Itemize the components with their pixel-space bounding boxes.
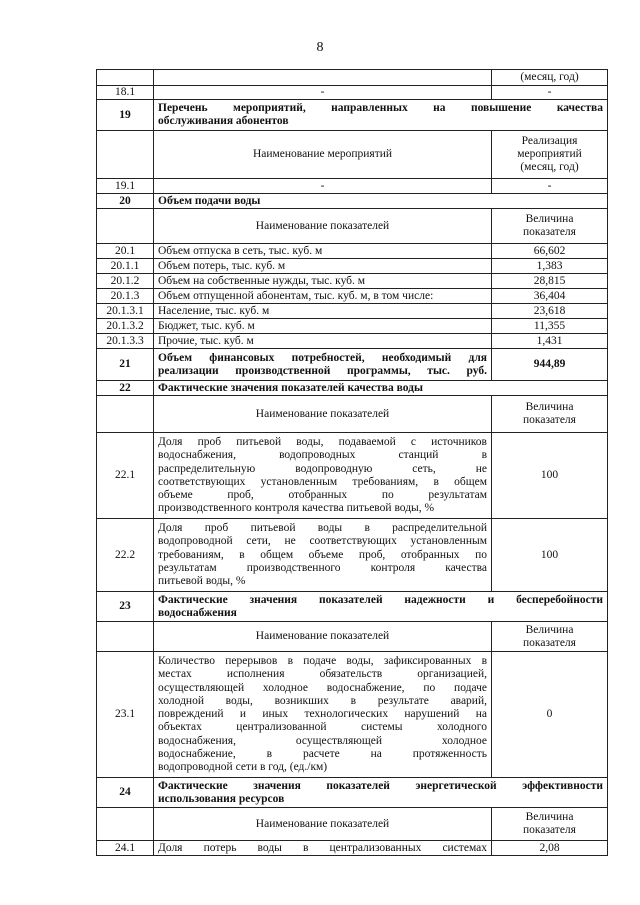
text-line: Доля проб питьевой воды, подаваемой с источников (158, 435, 487, 448)
section-title (154, 349, 492, 381)
header-value-line: показателя (523, 636, 576, 649)
header-row (97, 396, 608, 433)
row-number-cell: 18.1 (97, 86, 154, 100)
header-value-line: Величина (525, 811, 574, 823)
row-name-cell (154, 70, 492, 86)
section-title (154, 592, 608, 622)
header-value-line: Величина (525, 213, 574, 225)
header-value-line: показателя (523, 824, 576, 837)
table-row (97, 433, 608, 519)
row-value-cell: 28,815 (492, 274, 608, 289)
text-line: производственного контроля качества питьевой воды, % (158, 502, 435, 515)
row-number-cell: 20.1.3 (97, 289, 154, 304)
production-program-table (96, 69, 608, 856)
table-row (97, 179, 608, 194)
header-row (97, 622, 608, 652)
row-name-cell: Прочие, тыс. куб. м (154, 334, 492, 349)
header-name-cell: Наименование показателей (154, 396, 492, 433)
row-name-cell: Объем на собственные нужды, тыс. куб. м (154, 274, 492, 289)
table-row (97, 841, 608, 856)
text-line: питьевой воды, % (158, 575, 246, 588)
section-title-line: Перечень мероприятий, направленных на повышение качества (158, 102, 603, 114)
text-line: объектах централизованной системы холодного (158, 721, 487, 734)
header-value-cell (492, 209, 608, 244)
header-value-line: (месяц, год) (520, 161, 579, 174)
row-number-cell: 20.1.3.1 (97, 304, 154, 319)
header-value-cell (492, 808, 608, 841)
header-value-line: Реализация (521, 134, 578, 147)
row-value-cell: - (492, 179, 608, 194)
header-number-cell (97, 808, 154, 841)
row-name-cell (154, 519, 492, 592)
header-value-cell (492, 131, 608, 179)
section-number: 24 (97, 778, 154, 808)
row-number-cell: 24.1 (97, 841, 154, 856)
section-title (154, 778, 608, 808)
text-line: Количество перерывов в подаче воды, зафиксированных в (158, 654, 487, 667)
section-title-line: использования ресурсов (158, 792, 285, 805)
header-name-cell: Наименование показателей (154, 209, 492, 244)
header-number-cell (97, 622, 154, 652)
row-number-cell: 22.2 (97, 519, 154, 592)
header-value-line: показателя (523, 226, 576, 239)
row-name-cell: Объем потерь, тыс. куб. м (154, 259, 492, 274)
row-number-cell: 20.1.3.3 (97, 334, 154, 349)
header-number-cell (97, 396, 154, 433)
row-value-cell: (месяц, год) (492, 70, 608, 86)
header-value-cell (492, 396, 608, 433)
header-value-cell (492, 622, 608, 652)
section-row (97, 100, 608, 131)
text-line: Доля проб питьевой воды в распределительной (158, 522, 487, 535)
section-row (97, 349, 608, 381)
section-number: 22 (97, 381, 154, 396)
section-title-line: Фактические значения показателей надежности и бесперебойности (158, 593, 603, 606)
row-value-cell: 100 (492, 519, 608, 592)
table-row (97, 244, 608, 259)
row-value-cell: 1,431 (492, 334, 608, 349)
section-number: 21 (97, 349, 154, 381)
text-line: требованиям, в общем объеме проб, отобранных по (158, 548, 487, 561)
row-value-cell: 36,404 (492, 289, 608, 304)
text-line: водоснабжения, осуществляющей холодное (158, 734, 487, 747)
text-line: осуществляющей холодное водоснабжение, по подаче (158, 681, 487, 694)
section-number: 23 (97, 592, 154, 622)
row-value-cell: 0 (492, 652, 608, 778)
section-row (97, 778, 608, 808)
row-number-cell: 19.1 (97, 179, 154, 194)
text-line: местах исполнения обязательств организацией, (158, 668, 487, 681)
row-number-cell: 20.1.2 (97, 274, 154, 289)
header-value-line: Величина (525, 401, 574, 413)
header-number-cell (97, 131, 154, 179)
section-title-line: Фактические значения показателей энергетической эффективности (158, 779, 603, 792)
section-title-line: Объем финансовых потребностей, необходимый для (158, 351, 487, 364)
section-row (97, 194, 608, 209)
row-name-cell (154, 652, 492, 778)
row-name-cell: Бюджет, тыс. куб. м (154, 319, 492, 334)
table-row (97, 259, 608, 274)
header-name-cell: Наименование показателей (154, 808, 492, 841)
page-number: 8 (316, 40, 324, 55)
header-name-cell: Наименование показателей (154, 622, 492, 652)
text-line: водоснабжения, водопроводных станций в (158, 449, 487, 462)
header-row (97, 209, 608, 244)
header-name-cell: Наименование мероприятий (154, 131, 492, 179)
row-value-cell: 100 (492, 433, 608, 519)
row-name-cell: - (154, 86, 492, 100)
row-number-cell: 20.1 (97, 244, 154, 259)
row-value-cell: - (492, 86, 608, 100)
header-value-line: мероприятий (517, 148, 582, 161)
section-title: Фактические значения показателей качества воды (154, 381, 608, 396)
row-value-cell: 23,618 (492, 304, 608, 319)
row-number-cell: 23.1 (97, 652, 154, 778)
row-number-cell: 22.1 (97, 433, 154, 519)
row-value-cell: 944,89 (492, 349, 608, 381)
section-row (97, 381, 608, 396)
row-name-cell: - (154, 179, 492, 194)
table-row (97, 289, 608, 304)
row-number-cell: 20.1.3.2 (97, 319, 154, 334)
section-title-line: водоснабжения (158, 606, 237, 619)
section-title-line: реализации производственной программы, тыс. руб. (158, 364, 487, 377)
text-line: Доля потерь воды в централизованных системах (158, 841, 487, 854)
row-number-cell: 20.1.1 (97, 259, 154, 274)
text-line: объеме проб, отобранных по результатам (158, 489, 487, 502)
section-number: 20 (97, 194, 154, 209)
row-value-cell: 1,383 (492, 259, 608, 274)
header-number-cell (97, 209, 154, 244)
section-number: 19 (97, 100, 154, 131)
text-line: результатам производственного контроля качества (158, 561, 487, 574)
section-title-line: обслуживания абонентов (158, 115, 289, 128)
row-value-cell: 2,08 (492, 841, 608, 856)
table-row (97, 652, 608, 778)
text-line: холодной воды, возникших в результате аварий, (158, 694, 487, 707)
header-row (97, 131, 608, 179)
header-value-line: Величина (525, 623, 574, 636)
text-line: водопроводной сети, не соответствующих установленным (158, 535, 487, 548)
text-line: водоснабжение, в расчете на протяженность (158, 748, 487, 761)
table-row (97, 70, 608, 86)
table-row (97, 86, 608, 100)
text-line: водопроводной сети в год, (ед./км) (158, 761, 328, 774)
table-row (97, 334, 608, 349)
row-name-cell: Объем отпуска в сеть, тыс. куб. м (154, 244, 492, 259)
section-row (97, 592, 608, 622)
text-line: распределительную водопроводную сеть, не (158, 462, 487, 475)
table-row (97, 274, 608, 289)
row-value-cell: 66,602 (492, 244, 608, 259)
row-number-cell (97, 70, 154, 86)
row-name-cell (154, 433, 492, 519)
table-row (97, 304, 608, 319)
row-name-cell: Объем отпущенной абонентам, тыс. куб. м, в том числе: (154, 289, 492, 304)
table-row (97, 519, 608, 592)
row-name-cell (154, 841, 492, 856)
header-row (97, 808, 608, 841)
table-row (97, 319, 608, 334)
row-value-cell: 11,355 (492, 319, 608, 334)
text-line: повреждений и иных технологических нарушений на (158, 708, 487, 721)
section-title (154, 100, 608, 131)
row-name-cell: Население, тыс. куб. м (154, 304, 492, 319)
header-value-line: показателя (523, 414, 576, 427)
section-title: Объем подачи воды (154, 194, 608, 209)
text-line: соответствующих установленным требованиям, в общем (158, 475, 487, 488)
